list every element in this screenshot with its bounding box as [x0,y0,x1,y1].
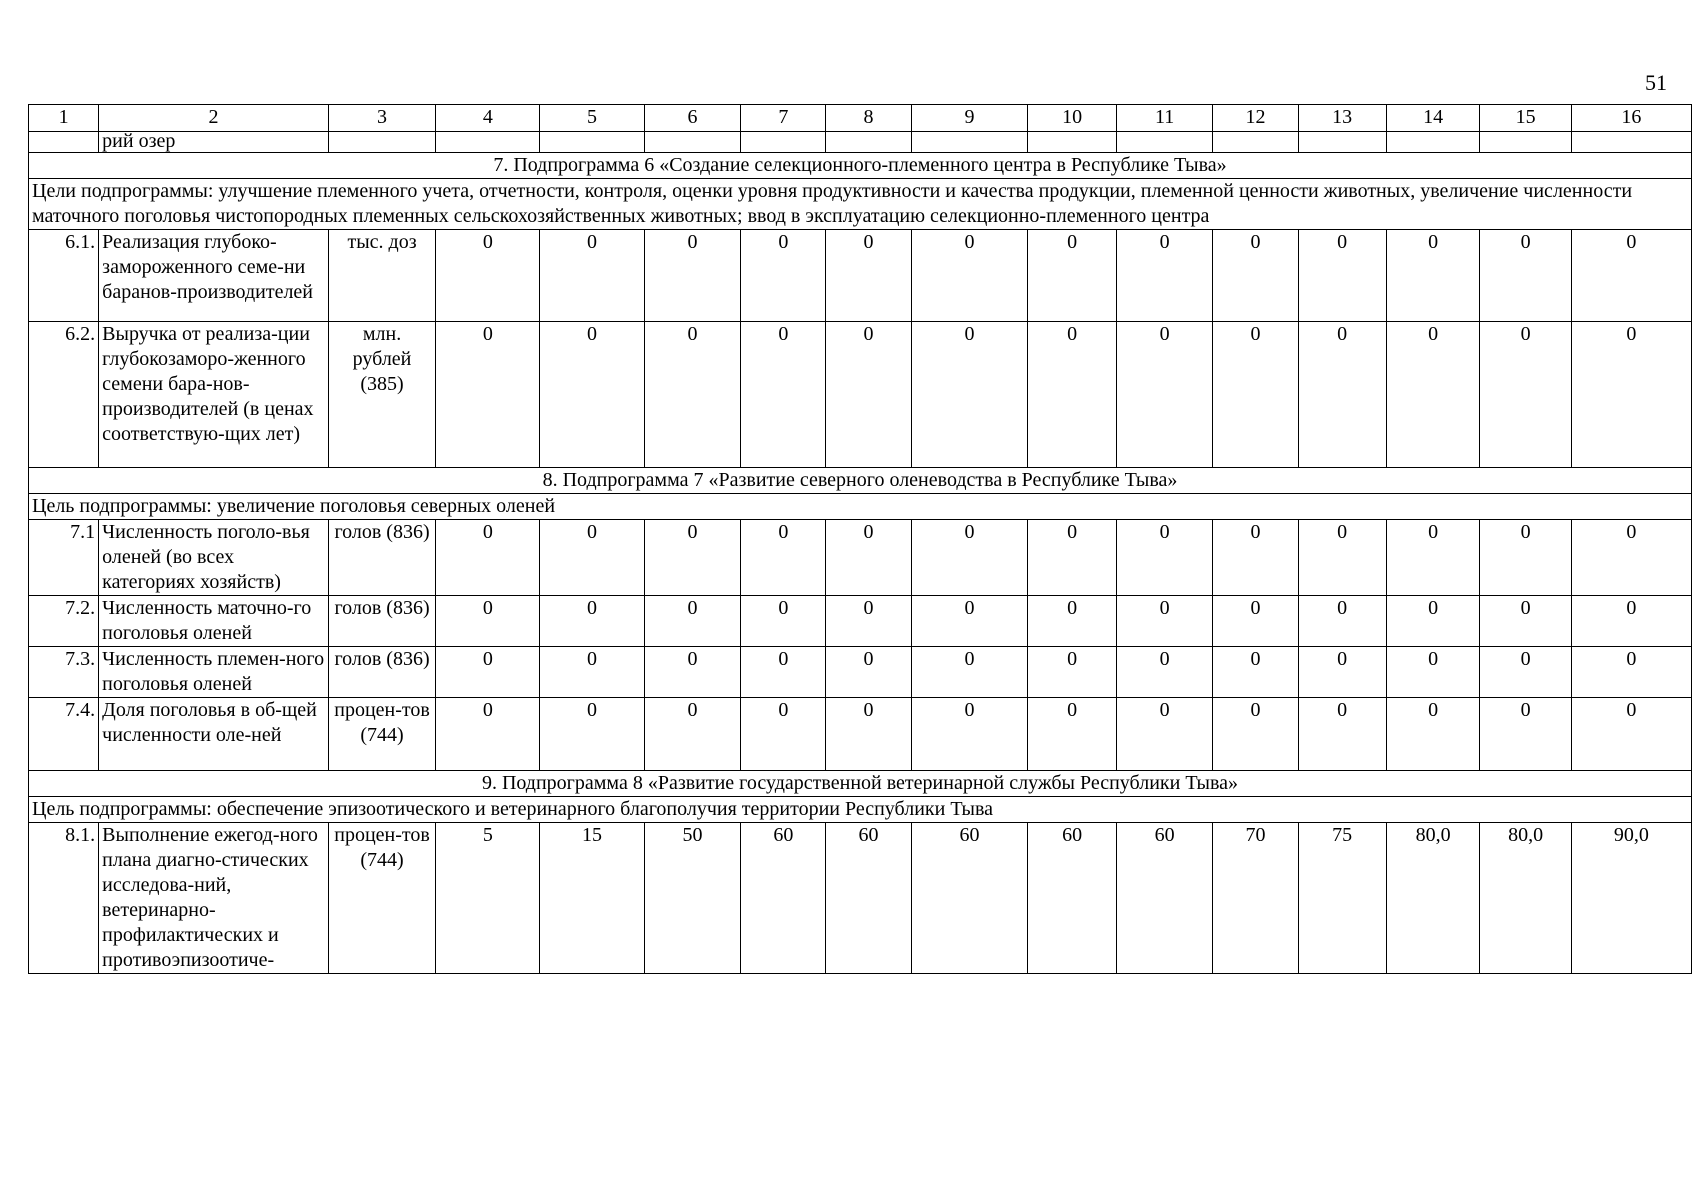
indicator-value: 0 [826,520,911,596]
indicator-unit: голов (836) [328,647,435,698]
indicator-value: 0 [436,230,540,322]
indicator-unit: голов (836) [328,520,435,596]
indicator-value: 0 [911,230,1028,322]
continuation-cell [644,132,741,153]
indicator-value: 0 [1028,322,1116,468]
indicator-value: 0 [1028,230,1116,322]
indicator-value: 0 [741,647,826,698]
indicator-value: 80,0 [1386,823,1480,974]
indicator-value: 0 [1213,520,1298,596]
indicator-value: 0 [1213,647,1298,698]
indicator-value: 0 [1028,596,1116,647]
indicator-value: 5 [436,823,540,974]
continuation-cell [1386,132,1480,153]
indicator-value: 0 [1571,520,1691,596]
indicator-value: 0 [1298,520,1386,596]
indicator-value: 0 [1480,596,1571,647]
indicator-value: 0 [1480,230,1571,322]
indicator-name: Выручка от реализа-ции глубокозаморо-женного семени бара-нов-производителей (в ценах соответствую-щих лет) [99,322,329,468]
indicator-value: 0 [540,698,644,771]
indicator-value: 0 [911,322,1028,468]
section-goal: Цели подпрограммы: улучшение племенного учета, отчетности, контроля, оценки уровня продуктивности и качества продукции, племенной ценности животных, увеличение численности маточного поголовья чистопородных племенных сельскохозяйственных животных; ввод в эксплуатацию селекционно-племенного центра [29,179,1692,230]
indicator-name: Численность маточно-го поголовья оленей [99,596,329,647]
indicator-value: 0 [1298,322,1386,468]
indicator-value: 0 [644,596,741,647]
indicator-value: 0 [911,647,1028,698]
section-title: 9. Подпрограмма 8 «Развитие государственной ветеринарной службы Республики Тыва» [29,771,1692,797]
indicator-value: 0 [1116,698,1213,771]
indicator-value: 0 [1480,322,1571,468]
header-cell: 7 [741,105,826,132]
indicator-value: 0 [826,230,911,322]
indicator-value: 0 [741,596,826,647]
continuation-cell [1480,132,1571,153]
indicator-value: 0 [644,322,741,468]
indicator-value: 0 [436,322,540,468]
header-cell: 8 [826,105,911,132]
indicator-value: 0 [1386,322,1480,468]
indicator-value: 70 [1213,823,1298,974]
section-goal-row [29,179,1692,230]
indicator-value: 0 [1116,647,1213,698]
indicator-value: 0 [826,647,911,698]
indicator-value: 0 [1386,520,1480,596]
indicator-value: 75 [1298,823,1386,974]
section-goal-row [29,797,1692,823]
indicator-value: 0 [1386,698,1480,771]
continuation-cell [911,132,1028,153]
indicator-value: 0 [1386,647,1480,698]
indicator-value: 0 [540,647,644,698]
indicator-unit: процен-тов (744) [328,698,435,771]
indicator-unit: процен-тов (744) [328,823,435,974]
indicator-value: 0 [1116,520,1213,596]
continuation-cell [1028,132,1116,153]
continuation-cell [1571,132,1691,153]
section-goal: Цель подпрограммы: обеспечение эпизоотического и ветеринарного благополучия территории Республики Тыва [29,797,1692,823]
indicator-unit: тыс. доз [328,230,435,322]
indicator-name: Выполнение ежегод-ного плана диагно-стических исследова-ний, ветеринарно-профилактических и противоэпизоотиче- [99,823,329,974]
indicator-value: 0 [1571,647,1691,698]
indicator-value: 0 [826,596,911,647]
continuation-text: рий озер [99,132,329,153]
indicator-value: 0 [1298,647,1386,698]
header-cell: 4 [436,105,540,132]
indicator-value: 0 [911,596,1028,647]
indicator-value: 0 [1213,596,1298,647]
section-title-row [29,153,1692,179]
section-goal: Цель подпрограммы: увеличение поголовья северных оленей [29,494,1692,520]
header-cell: 13 [1298,105,1386,132]
indicator-unit: голов (836) [328,596,435,647]
indicator-value: 0 [436,647,540,698]
indicator-name: Реализация глубоко-замороженного семе-ни баранов-производителей [99,230,329,322]
indicator-value: 0 [741,520,826,596]
indicator-code: 7.2. [29,596,99,647]
continuation-cell [741,132,826,153]
indicator-value: 0 [1028,698,1116,771]
continuation-cell [1298,132,1386,153]
indicator-value: 0 [911,698,1028,771]
indicator-value: 0 [1116,596,1213,647]
indicator-value: 0 [1571,596,1691,647]
header-cell: 1 [29,105,99,132]
indicator-value: 0 [644,230,741,322]
indicator-value: 0 [1298,698,1386,771]
indicator-code: 6.1. [29,230,99,322]
indicator-value: 0 [1116,322,1213,468]
indicator-value: 60 [1116,823,1213,974]
section-title-row [29,468,1692,494]
indicator-name: Численность поголо-вья оленей (во всех категориях хозяйств) [99,520,329,596]
indicator-value: 0 [1028,520,1116,596]
indicator-value: 0 [540,230,644,322]
indicator-value: 80,0 [1480,823,1571,974]
indicator-value: 0 [1213,322,1298,468]
header-cell: 15 [1480,105,1571,132]
indicator-value: 60 [741,823,826,974]
header-row [29,105,1692,132]
indicator-value: 60 [826,823,911,974]
header-cell: 3 [328,105,435,132]
header-cell: 5 [540,105,644,132]
section-title-row [29,771,1692,797]
indicator-code: 8.1. [29,823,99,974]
header-cell: 12 [1213,105,1298,132]
indicator-value: 0 [1386,596,1480,647]
continuation-row [29,132,1692,153]
indicator-value: 60 [1028,823,1116,974]
indicator-value: 0 [540,520,644,596]
indicator-value: 0 [826,322,911,468]
header-cell: 16 [1571,105,1691,132]
indicator-value: 0 [1571,322,1691,468]
continuation-cell [328,132,435,153]
header-cell: 2 [99,105,329,132]
indicator-value: 0 [741,698,826,771]
indicator-row [29,698,1692,771]
indicator-value: 0 [741,322,826,468]
indicator-row [29,520,1692,596]
section-title: 8. Подпрограмма 7 «Развитие северного оленеводства в Республике Тыва» [29,468,1692,494]
indicator-row [29,230,1692,322]
indicator-value: 0 [1028,647,1116,698]
indicator-name: Численность племен-ного поголовья оленей [99,647,329,698]
indicator-value: 0 [1386,230,1480,322]
header-cell: 9 [911,105,1028,132]
indicator-value: 0 [644,520,741,596]
indicator-value: 0 [1213,230,1298,322]
indicator-code: 7.4. [29,698,99,771]
indicator-code: 7.3. [29,647,99,698]
indicator-value: 0 [741,230,826,322]
indicator-row [29,322,1692,468]
indicator-value: 50 [644,823,741,974]
indicator-value: 15 [540,823,644,974]
indicator-unit: млн. рублей (385) [328,322,435,468]
indicator-value: 0 [826,698,911,771]
indicator-value: 0 [1298,230,1386,322]
page-number: 51 [1645,70,1667,95]
indicator-value: 0 [1116,230,1213,322]
header-cell: 11 [1116,105,1213,132]
continuation-cell [29,132,99,153]
indicator-value: 0 [1213,698,1298,771]
indicator-value: 0 [644,698,741,771]
indicator-name: Доля поголовья в об-щей численности оле-ней [99,698,329,771]
continuation-cell [826,132,911,153]
indicator-value: 0 [1480,698,1571,771]
indicator-value: 0 [1571,698,1691,771]
indicator-value: 0 [1298,596,1386,647]
indicator-value: 0 [644,647,741,698]
indicator-value: 0 [436,520,540,596]
indicator-value: 0 [1480,647,1571,698]
indicator-value: 0 [540,596,644,647]
header-cell: 10 [1028,105,1116,132]
indicator-row [29,596,1692,647]
continuation-cell [436,132,540,153]
indicator-value: 0 [436,596,540,647]
indicator-code: 6.2. [29,322,99,468]
section-goal-row [29,494,1692,520]
continuation-cell [1213,132,1298,153]
indicator-code: 7.1 [29,520,99,596]
indicator-value: 0 [1480,520,1571,596]
indicators-table [28,104,1692,974]
indicator-value: 0 [540,322,644,468]
section-title: 7. Подпрограмма 6 «Создание селекционного-племенного центра в Республике Тыва» [29,153,1692,179]
indicator-value: 90,0 [1571,823,1691,974]
continuation-cell [540,132,644,153]
indicator-row [29,647,1692,698]
continuation-cell [1116,132,1213,153]
header-cell: 14 [1386,105,1480,132]
indicator-value: 0 [436,698,540,771]
indicator-value: 60 [911,823,1028,974]
indicator-value: 0 [1571,230,1691,322]
indicator-value: 0 [911,520,1028,596]
indicator-row [29,823,1692,974]
header-cell: 6 [644,105,741,132]
